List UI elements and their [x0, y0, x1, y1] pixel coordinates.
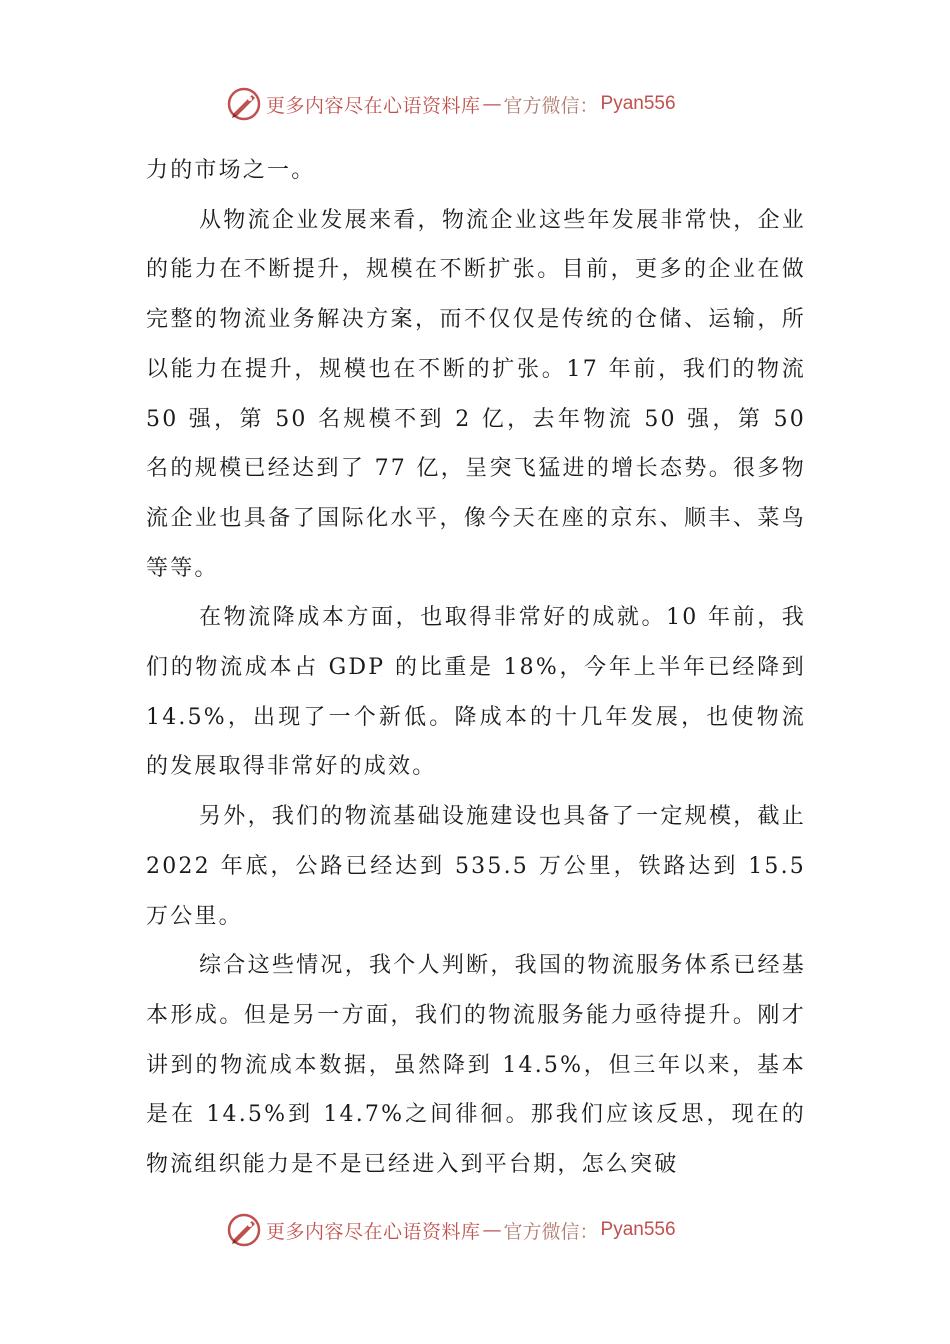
- paragraph-infrastructure: 另外，我们的物流基础设施建设也具备了一定规模，截止 2022 年底，公路已经达到 535.5 万公里，铁路达到 15.5 万公里。: [146, 804, 806, 929]
- watermark-main-text: 更多内容尽在心语资料库: [266, 1220, 481, 1243]
- watermark-main-text: 更多内容尽在心语资料库: [266, 94, 481, 117]
- footer-watermark: [226, 1210, 726, 1250]
- pen-logo-icon: [226, 86, 262, 122]
- paragraph-summary: 综合这些情况，我个人判断，我国的物流服务体系已经基本形成。但是另一方面，我们的物流服务能力亟待提升。刚才讲到的物流成本数据，虽然降到 14.5%，但三年以来，基本是在 14.5%到 14.7%之间徘徊。那我们应该反思，现在的物流组织能力是不是已经进入到平台期，怎么突破: [146, 953, 806, 1178]
- watermark-suffix: 官方微信：: [503, 1220, 599, 1243]
- paragraph-cost-reduction: 在物流降成本方面，也取得非常好的成就。10 年前，我们的物流成本占 GDP 的比重是 18%，今年上半年已经降到 14.5%，出现了一个新低。降成本的十几年发展，也使物流的发展取得非常好的成效。: [146, 605, 806, 780]
- watermark-dash: —: [482, 1219, 502, 1241]
- paragraph-logistics-enterprises: 从物流企业发展来看，物流企业这些年发展非常快，企业的能力在不断提升，规模在不断扩张。目前，更多的企业在做完整的物流业务解决方案，而不仅仅是传统的仓储、运输，所以能力在提升，规模也在不断的扩张。17 年前，我们的物流 50 强，第 50 名规模不到 2 亿，去年物流 50 强，第 50 名的规模已经达到了 77 亿，呈突飞猛进的增长态势。很多物流企业也具备了国际化水平，像今天在座的京东、顺丰、菜鸟等等。: [146, 207, 806, 581]
- watermark-suffix: 官方微信：: [503, 94, 599, 117]
- watermark-wechat-id: Pyan556: [600, 93, 676, 114]
- watermark-wechat-id: Pyan556: [600, 1219, 676, 1240]
- pen-logo-icon: [226, 1212, 262, 1248]
- document-body: [146, 146, 806, 1190]
- header-watermark: [226, 84, 726, 124]
- paragraph-continuation: 力的市场之一。: [146, 158, 316, 183]
- watermark-dash: —: [482, 93, 502, 115]
